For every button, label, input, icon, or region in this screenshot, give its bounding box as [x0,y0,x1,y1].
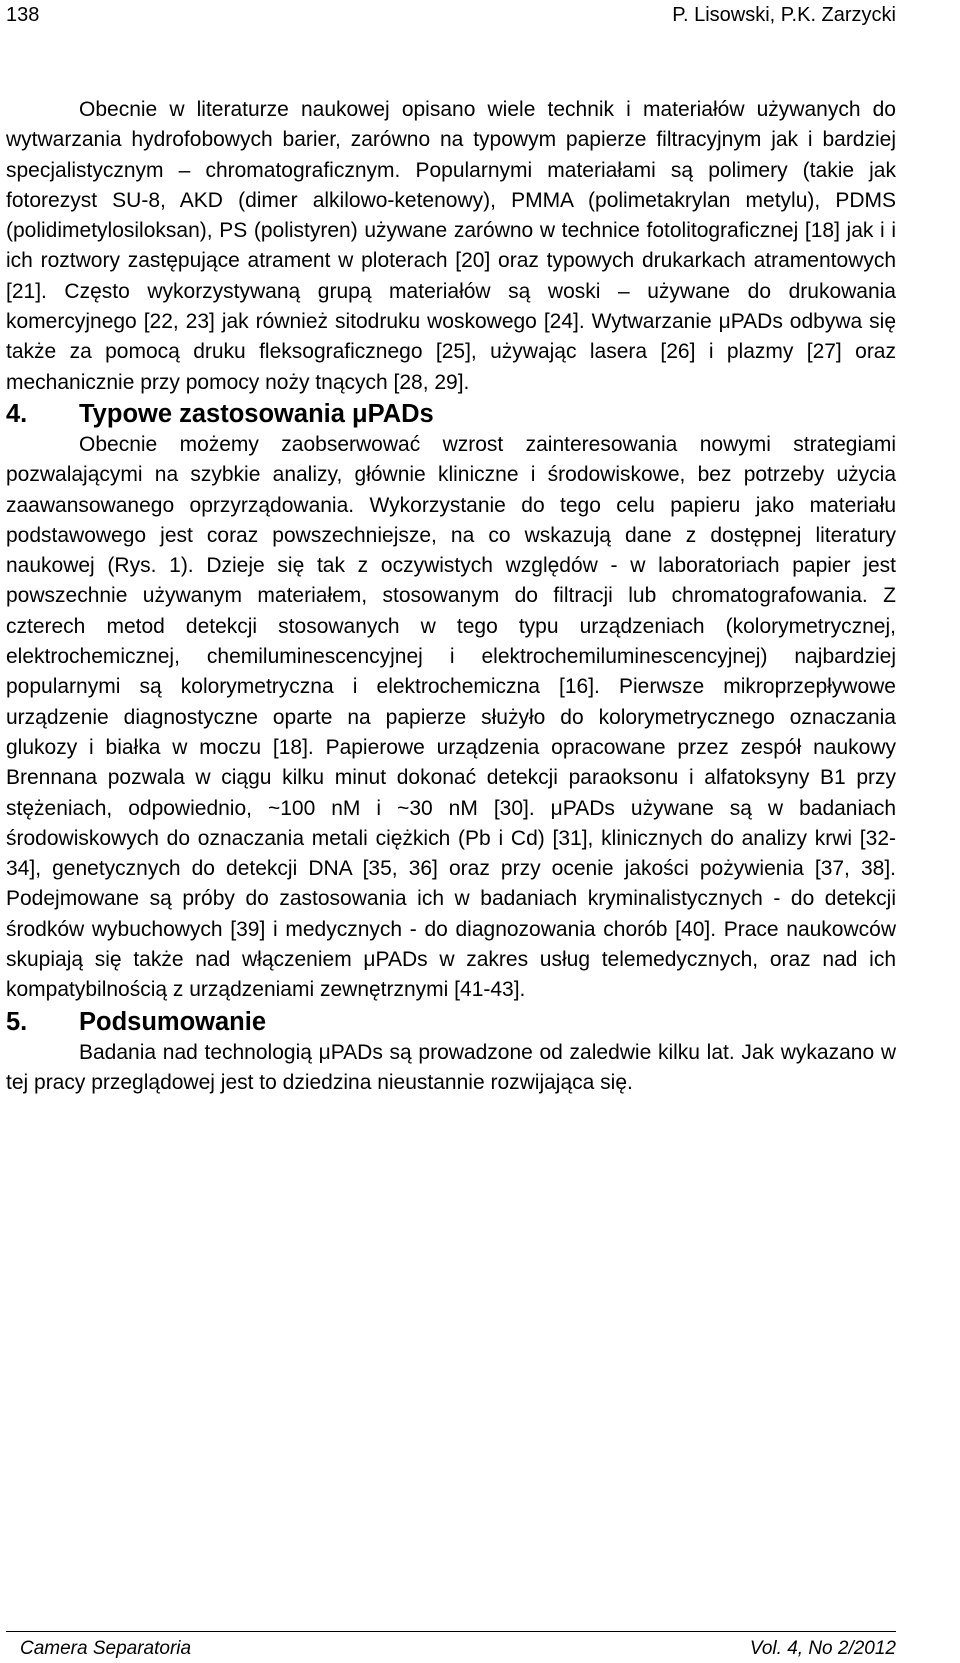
paragraph-summary: Badania nad technologią μPADs są prowadzone od zaledwie kilku lat. Jak wykazano w tej pracy przeglądowej jest to dziedzina nieustannie rozwijająca się. [6,1040,896,1094]
section-number: 5. [6,1007,28,1036]
section-heading-summary [6,1006,896,1038]
section-title: Typowe zastosowania μPADs [79,399,434,428]
section-title: Podsumowanie [79,1007,267,1036]
section-number: 4. [6,399,28,428]
journal-volume: Vol. 4, No 2/2012 [749,1638,896,1659]
page-header [6,2,896,28]
paragraph-applications: Obecnie możemy zaobserwować wzrost zainteresowania nowymi strategiami pozwalającymi na szybkie analizy, głównie kliniczne i środowiskowe, bez potrzeby użycia zaawansowanego oprzyrządowania. Wykorzystanie do tego celu papieru jako materiału podstawowego jest coraz powszechniejsze, na co wskazują dane z dostępnej literatury naukowej (Rys. 1). Dzieje się tak z oczywistych względów - w laboratoriach papier jest powszechnie używanym materiałem, stosowanym do filtracji lub chromatografowania. Z czterech metod detekcji stosowanych w tego typu urządzeniach (kolorymetrycznej, elektrochemicznej, chemiluminescencyjnej i elektrochemiluminescencyjnej) najbardziej popularnymi są kolorymetryczna i elektrochemiczna [16]. Pierwsze mikroprzepływowe urządzenie diagnostyczne oparte na papierze służyło do kolorymetrycznego oznaczania glukozy i białka w moczu [18]. Papierowe urządzenia opracowane przez zespół naukowy Brennana pozwala w ciągu kilku minut dokonać detekcji paraoksonu i alfatoksyny B1 przy stężeniach, odpowiednio, ~100 nM i ~30 nM [30]. μPADs używane są w badaniach środowiskowych do oznaczania metali ciężkich (Pb i Cd) [31], klinicznych do analizy krwi [32-34], genetycznych do detekcji DNA [35, 36] oraz przy ocenie jakości pożywienia [37, 38]. Podejmowane są próby do zastosowania ich w badaniach kryminalistycznych - do detekcji środków wybuchowych [39] i medycznych - do diagnozowania chorób [40]. Prace naukowców skupiają się także nad włączeniem μPADs w zakres usług telemedycznych, oraz nad ich kompatybilnością z urządzeniami zewnętrznymi [41-43]. [6,432,896,1002]
document-page [6,0,896,1663]
running-head-authors: P. Lisowski, P.K. Zarzycki [672,4,896,26]
paragraph-barrier-materials: Obecnie w literaturze naukowej opisano wiele technik i materiałów używanych do wytwarzania hydrofobowych barier, zarówno na typowym papierze filtracyjnym jak i bardziej specjalistycznym – chromatograficznym. Popularnymi materiałami są polimery (takie jak fotorezyst SU-8, AKD (dimer alkilowo-ketenowy), PMMA (polimetakrylan metylu), PDMS (polidimetylosiloksan), PS (polistyren) używane zarówno w technice fotolitograficznej [18] jak i i ich roztwory zastępujące atrament w ploterach [20] oraz typowych drukarkach atramentowych [21]. Często wykorzystywaną grupą materiałów są woski – używane do drukowania komercyjnego [22, 23] jak również sitodruku woskowego [24]. Wytwarzanie μPADs odbywa się także za pomocą druku fleksograficznego [25], używając lasera [26] i plazmy [27] oraz mechanicznie przy pomocy noży tnących [28, 29]. [6,98,896,394]
page-footer [6,1631,896,1662]
article-body [6,95,896,1098]
page-number: 138 [6,4,40,26]
journal-name: Camera Separatoria [20,1638,192,1659]
section-heading-applications [6,398,896,430]
